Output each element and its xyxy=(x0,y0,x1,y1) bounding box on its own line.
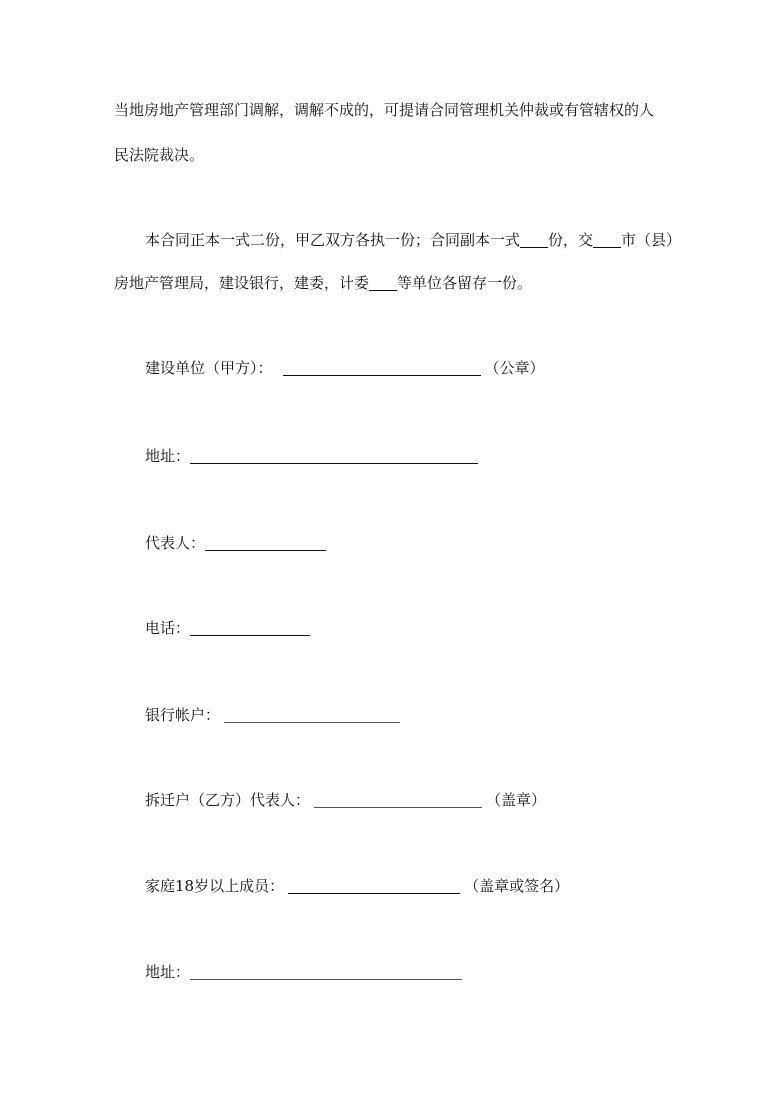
paragraph-2-text-a: 本合同正本一式二份，甲乙双方各执一份；合同副本一式 xyxy=(145,231,521,249)
party-a-label: 建设单位（甲方）： xyxy=(145,359,273,377)
party-b-seal-label: （盖章） xyxy=(486,791,547,809)
phone-row xyxy=(145,618,310,638)
paragraph-2-text-d: 房地产管理局，建设银行，建委，计委 xyxy=(114,274,370,292)
party-a-row xyxy=(145,358,545,378)
family-members-field[interactable] xyxy=(288,890,460,891)
family-members-row xyxy=(145,876,569,896)
representative-field[interactable] xyxy=(205,547,326,548)
paragraph-2-text-e: 等单位各留存一份。 xyxy=(397,274,533,292)
party-b-field[interactable] xyxy=(314,804,482,805)
bank-account-row xyxy=(145,705,400,725)
paragraph-1-line-2 xyxy=(114,145,204,165)
paragraph-2-line-2 xyxy=(114,273,532,293)
address-2-field[interactable] xyxy=(190,976,462,977)
party-a-seal-label: （公章） xyxy=(484,359,545,377)
representative-label: 代表人： xyxy=(145,534,206,552)
address-label: 地址： xyxy=(145,447,191,465)
phone-label: 电话： xyxy=(145,619,191,637)
address-2-row xyxy=(145,962,462,982)
other-unit-blank[interactable] xyxy=(369,287,397,288)
paragraph-2-text-c: 市（县） xyxy=(621,231,682,249)
family-members-seal-label: （盖章或签名） xyxy=(464,877,570,895)
address-field[interactable] xyxy=(190,460,478,461)
paragraph-2-text-b: 份，交 xyxy=(548,231,594,249)
party-b-row xyxy=(145,790,546,810)
family-members-label: 家庭18岁以上成员： xyxy=(145,877,285,895)
party-a-field[interactable] xyxy=(283,372,481,373)
bank-account-field[interactable] xyxy=(224,719,400,720)
paragraph-1-text-2: 民法院裁决。 xyxy=(114,146,205,164)
city-blank[interactable] xyxy=(593,244,621,245)
paragraph-1-text-1: 当地房地产管理部门调解，调解不成的，可提请合同管理机关仲裁或有管辖权的人 xyxy=(114,101,655,119)
party-b-label: 拆迁户（乙方）代表人： xyxy=(145,791,311,809)
address-row xyxy=(145,446,478,466)
representative-row xyxy=(145,533,326,553)
address-2-label: 地址： xyxy=(145,963,191,981)
paragraph-1-line-1 xyxy=(114,100,654,120)
copies-count-blank[interactable] xyxy=(520,244,548,245)
phone-field[interactable] xyxy=(190,632,310,633)
paragraph-2-line-1 xyxy=(145,230,681,250)
bank-account-label: 银行帐户： xyxy=(145,706,221,724)
